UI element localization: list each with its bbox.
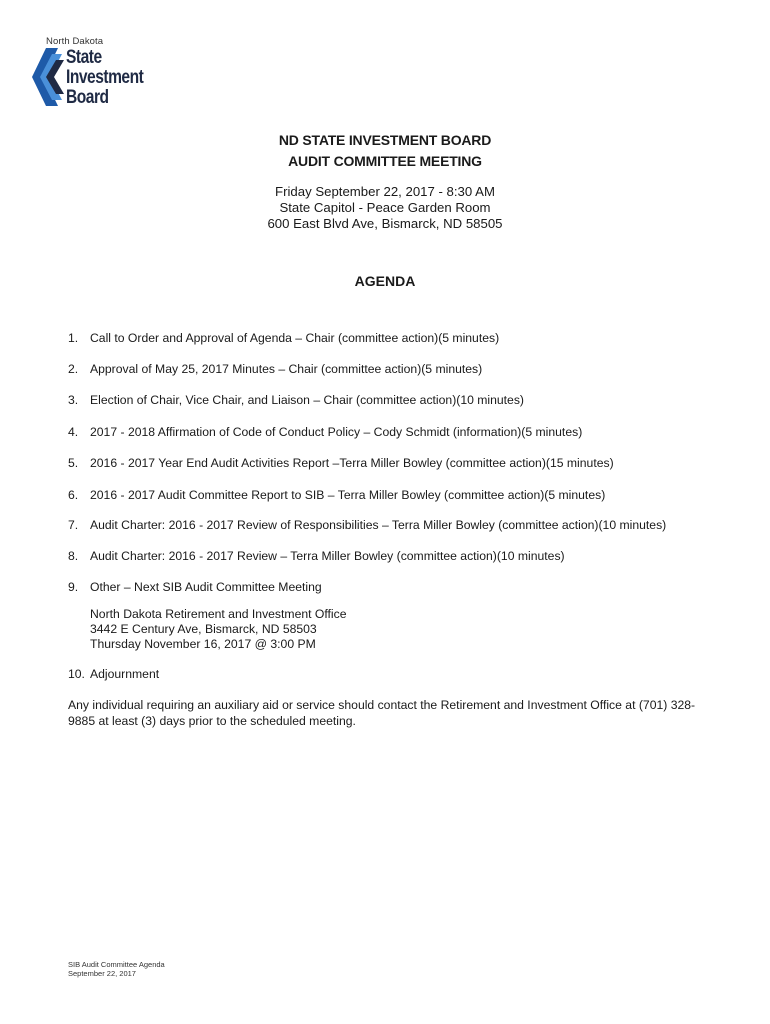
meeting-address: 600 East Blvd Ave, Bismarck, ND 58505 [267,216,503,231]
document-title: ND STATE INVESTMENT BOARD [278,132,492,148]
meeting-date-time: Friday September 22, 2017 - 8:30 AM [275,184,495,199]
next-meeting-datetime: Thursday November 16, 2017 @ 3:00 PM [90,637,316,651]
agenda-item [68,488,605,502]
agenda-item-number: 9. [68,580,79,594]
agenda-item-text: Audit Charter: 2016 - 2017 Review of Responsibilities – Terra Miller Bowley (committee action)(10 minutes) [90,518,667,532]
agenda-heading: AGENDA [354,273,416,289]
agenda-item-number: 6. [68,488,79,502]
agenda-item-text: Call to Order and Approval of Agenda – Chair (committee action)(5 minutes) [90,331,500,345]
agenda-item-number: 4. [68,425,79,439]
logo-org-name: North Dakota [46,36,104,47]
agenda-item-text: 2016 - 2017 Year End Audit Activities Report –Terra Miller Bowley (committee action)(15 minutes) [90,456,614,470]
agenda-item-number: 8. [68,549,79,563]
agenda-item-number: 5. [68,456,79,470]
agenda-item-number: 10. [68,667,85,681]
logo-word-board: Board [66,87,109,108]
agenda-item [68,331,499,345]
agenda-item-text: Other – Next SIB Audit Committee Meeting [90,580,322,594]
agenda-item [68,425,582,439]
agenda-item [68,549,565,563]
agenda-item-text: Approval of May 25, 2017 Minutes – Chair (committee action)(5 minutes) [90,362,483,376]
logo-word-investment: Investment [66,67,144,88]
document-subtitle: AUDIT COMMITTEE MEETING [288,153,482,169]
agenda-item-text: Audit Charter: 2016 - 2017 Review – Terra Miller Bowley (committee action)(10 minutes) [90,549,565,563]
agenda-item [68,393,524,407]
sib-logo-icon [32,46,66,108]
agenda-item-number: 7. [68,518,79,532]
agenda-item [68,362,482,376]
footer-date: September 22, 2017 [68,969,136,978]
agenda-item [68,456,614,470]
agenda-item-text: Election of Chair, Vice Chair, and Liaison – Chair (committee action)(10 minutes) [90,393,524,407]
next-meeting-office: North Dakota Retirement and Investment Office [90,607,347,621]
logo-word-state: State [66,47,102,68]
agenda-item-number: 3. [68,393,79,407]
agenda-item-text: 2016 - 2017 Audit Committee Report to SIB – Terra Miller Bowley (committee action)(5 minutes) [90,488,606,502]
agenda-item [68,518,666,532]
agenda-item-text: 2017 - 2018 Affirmation of Code of Conduct Policy – Cody Schmidt (information)(5 minutes) [90,425,583,439]
footer-title: SIB Audit Committee Agenda [68,960,165,969]
agenda-item [68,580,322,594]
agenda-item-number: 1. [68,331,79,345]
next-meeting-address: 3442 E Century Ave, Bismarck, ND 58503 [90,622,317,636]
accessibility-notice: Any individual requiring an auxiliary aid or service should contact the Retirement and Investment Office at (701) 328-9885 at least (3) days prior to the scheduled meeting. [68,698,696,728]
agenda-item-text: Adjournment [90,667,160,681]
agenda-item-number: 2. [68,362,79,376]
meeting-location: State Capitol - Peace Garden Room [279,200,491,215]
agenda-item-adjournment [68,667,159,681]
